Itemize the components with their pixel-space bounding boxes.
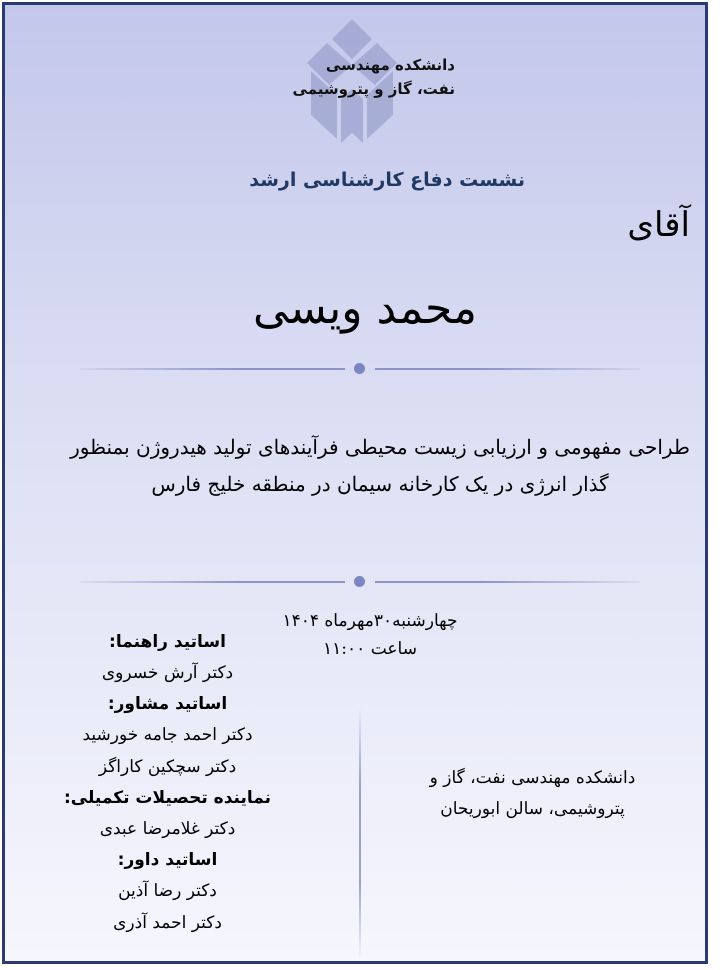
student-name: محمد ویسی <box>253 283 477 334</box>
faculty-line-1: دانشکده مهندسی <box>325 56 455 74</box>
faculty-title <box>245 53 455 101</box>
divider-dot-icon <box>354 363 365 374</box>
committee-member: دکتر غلامرضا عبدی <box>99 819 236 839</box>
event-title: نشست دفاع کارشناسی ارشد <box>249 169 525 191</box>
committee-member: دکتر رضا آذین <box>118 881 217 901</box>
divider-line <box>80 368 345 370</box>
defense-date: چهارشنبه۳۰مهرماه ۱۴۰۴ <box>282 611 458 631</box>
divider-line <box>80 581 345 583</box>
divider-line <box>375 581 640 583</box>
committee-role-examiners: اساتید داور: <box>117 850 218 870</box>
thesis-title: طراحی مفهومی و ارزیابی زیست محیطی فرآیندهای تولید هیدروژن بمنظور گذار انرژی در یک کارخانه سیمان در منطقه خلیج فارس <box>70 435 690 496</box>
faculty-line-2: نفت، گاز و پتروشیمی <box>292 80 455 98</box>
committee-role-supervisors: اساتید راهنما: <box>109 632 226 652</box>
divider-top <box>80 359 640 379</box>
committee-role-advisors: اساتید مشاور: <box>107 694 228 714</box>
committee-member: دکتر احمد جامه خورشید <box>82 725 253 745</box>
committee-list <box>35 627 300 939</box>
committee-member: دکتر احمد آذری <box>113 913 222 933</box>
divider-line <box>375 368 640 370</box>
committee-member: دکتر سچکین کاراگز <box>98 757 237 777</box>
committee-role-graduate-rep: نماینده تحصیلات تکمیلی: <box>63 788 272 808</box>
divider-dot-icon <box>354 576 365 587</box>
committee-member: دکتر آرش خسروی <box>101 663 234 683</box>
defense-time: ساعت ۱۱:۰۰ <box>323 639 417 659</box>
venue-line-2: پتروشیمی، سالن ابوریحان <box>440 799 625 819</box>
salutation: آقای <box>627 205 690 245</box>
poster-frame <box>2 2 708 964</box>
venue-line-1: دانشکده مهندسی نفت، گاز و <box>429 768 636 788</box>
vertical-separator <box>359 710 361 955</box>
venue <box>400 763 665 825</box>
divider-middle <box>80 572 640 592</box>
